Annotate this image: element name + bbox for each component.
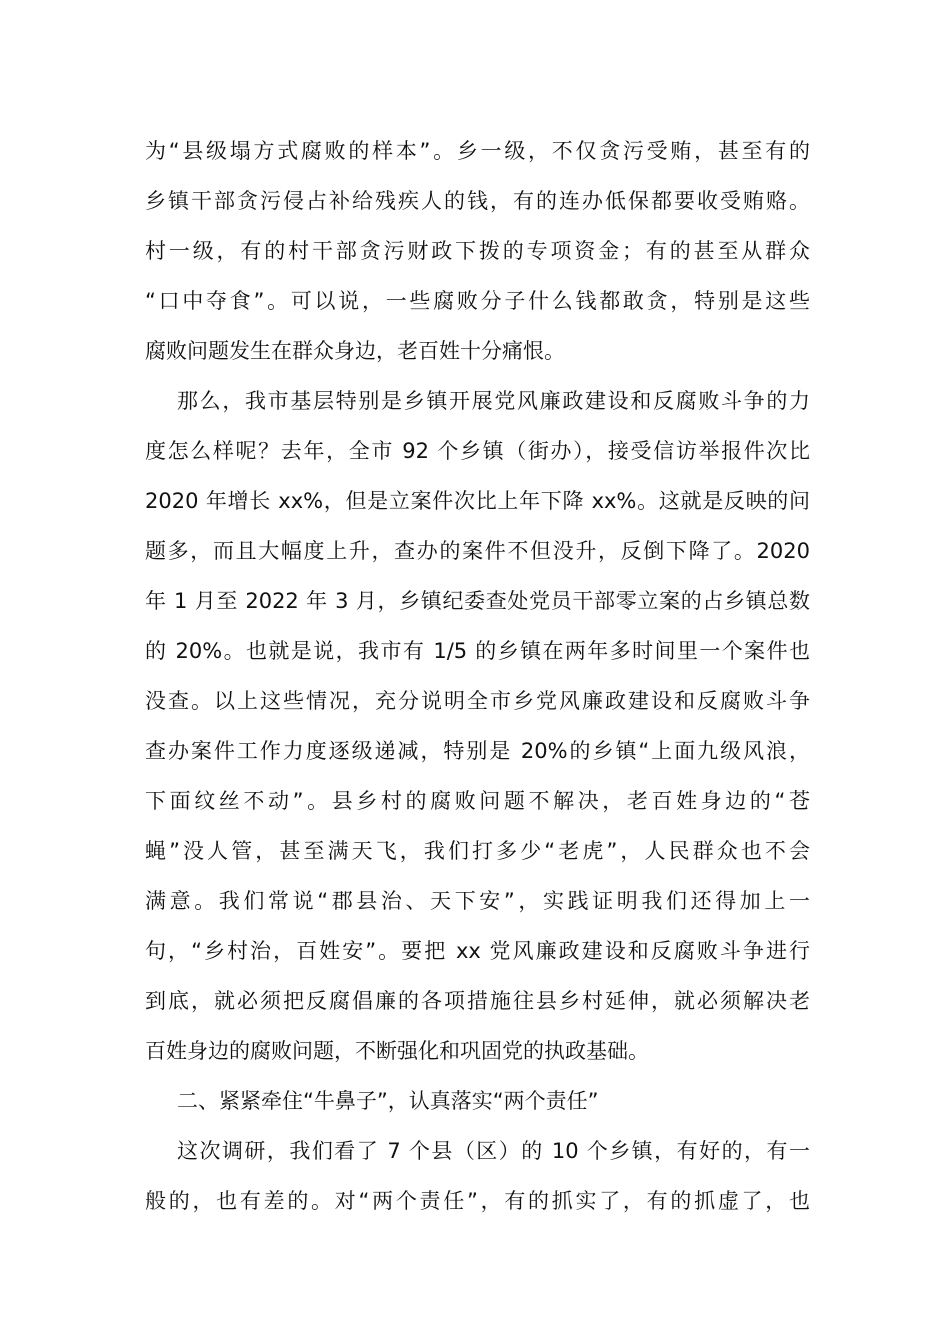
text-line: 到底，就必须把反腐倡廉的各项措施往县乡村延伸，就必须解决老 <box>145 989 810 1013</box>
text-line: 满意。我们常说“郡县治、天下安”，实践证明我们还得加上一 <box>145 889 810 913</box>
text-line: 2020 年增长 xx%，但是立案件次比上年下降 xx%。这就是反映的问 <box>145 489 810 513</box>
text-line: 腐败问题发生在群众身边，老百姓十分痛恨。 <box>145 339 565 363</box>
text-line: 题多，而且大幅度上升，查办的案件不但没升，反倒下降了。2020 <box>145 539 810 563</box>
text-line: 乡镇干部贪污侵占补给残疾人的钱，有的连办低保都要收受贿赂。 <box>145 189 810 213</box>
text-line: 句，“乡村治，百姓安”。要把 xx 党风廉政建设和反腐败斗争进行 <box>145 939 810 963</box>
text-line: 度怎么样呢？去年，全市 92 个乡镇（街办），接受信访举报件次比 <box>145 439 810 463</box>
text-line: 蝇”没人管，甚至满天飞，我们打多少“老虎”，人民群众也不会 <box>145 839 810 863</box>
text-line: “口中夺食”。可以说，一些腐败分子什么钱都敢贪，特别是这些 <box>145 289 810 313</box>
text-line: 百姓身边的腐败问题，不断强化和巩固党的执政基础。 <box>145 1039 649 1063</box>
text-line: 的 20%。也就是说，我市有 1/5 的乡镇在两年多时间里一个案件也 <box>145 639 810 663</box>
text-line: 般的，也有差的。对“两个责任”，有的抓实了，有的抓虚了，也 <box>145 1189 810 1213</box>
text-line: 没查。以上这些情况，充分说明全市乡党风廉政建设和反腐败斗争 <box>145 689 810 713</box>
text-line: 年 1 月至 2022 年 3 月，乡镇纪委查处党员干部零立案的占乡镇总数 <box>145 589 810 613</box>
text-line: 下面纹丝不动”。县乡村的腐败问题不解决，老百姓身边的“苍 <box>145 789 810 813</box>
text-line: 为“县级塌方式腐败的样本”。乡一级，不仅贪污受贿，甚至有的 <box>145 139 810 163</box>
text-line: 村一级，有的村干部贪污财政下拨的专项资金；有的甚至从群众 <box>145 239 810 263</box>
paragraph-first-line: 那么，我市基层特别是乡镇开展党风廉政建设和反腐败斗争的力 <box>177 389 810 413</box>
section-heading: 二、紧紧牵住“牛鼻子”，认真落实“两个责任” <box>177 1089 599 1113</box>
text-line: 查办案件工作力度逐级递减，特别是 20%的乡镇“上面九级风浪， <box>145 739 810 763</box>
paragraph-first-line: 这次调研，我们看了 7 个县（区）的 10 个乡镇，有好的，有一 <box>177 1139 810 1163</box>
